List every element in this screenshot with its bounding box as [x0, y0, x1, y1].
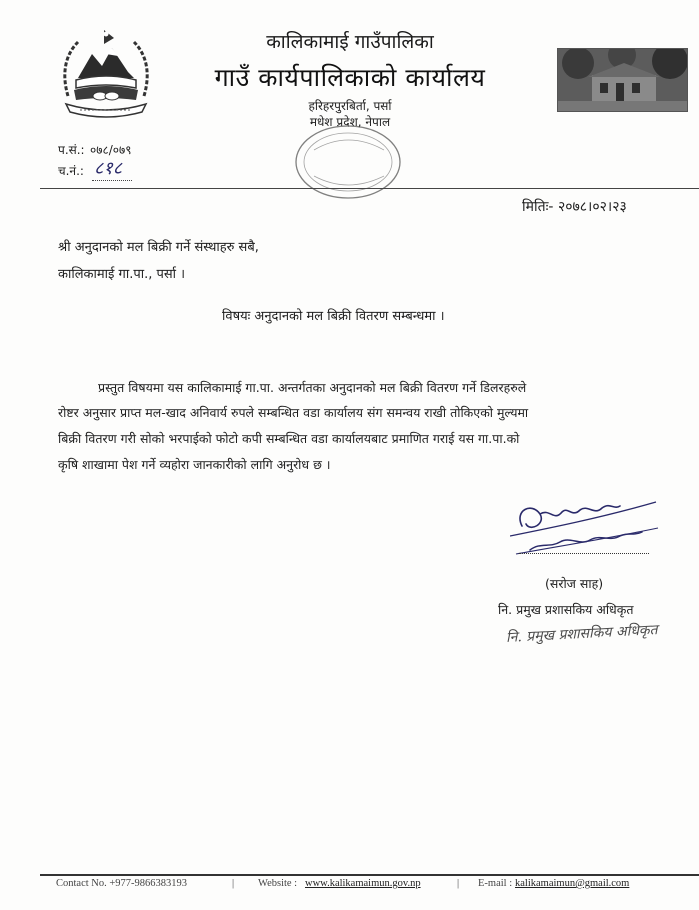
office-building-photo [557, 48, 688, 112]
body-line-2: रोष्टर अनुसार प्राप्त मल-खाद अनिवार्य रुपले सम्बन्धित वडा कार्यालय संग समन्वय राखी तोकिएको मुल्यमा [58, 405, 529, 420]
recipient-line-1: श्री अनुदानको मल बिक्री गर्ने संस्थाहरु सबै, [58, 240, 259, 255]
footer-contact: Contact No. +977-9866383193 [56, 878, 188, 889]
signatory-title: नि. प्रमुख प्रशासकिय अधिकृत [498, 602, 634, 617]
building-photo-graphic [558, 49, 687, 111]
recipient-line-2: कालिकामाई गा.पा., पर्सा । [58, 267, 186, 282]
address-line-1: हरिहरपुरबिर्ता, पर्सा [308, 99, 392, 113]
dispatch-number-value: ८१८ [92, 156, 132, 181]
reference-number-label: प.सं.: [58, 143, 85, 157]
dispatch-number-label: च.नं.: [58, 164, 84, 178]
footer-separator: | [232, 878, 235, 889]
footer-divider [40, 874, 699, 876]
footer-email-label: E-mail : [478, 878, 513, 889]
signature-line [519, 553, 649, 554]
body-line-4: कृषि शाखामा पेश गर्ने व्यहोरा जानकारीको लागि अनुरोध छ । [58, 457, 331, 472]
date-value: २०७८।०२।२३ [557, 199, 627, 215]
body-line-3: बिक्री वितरण गरी सोको भरपाईको फोटो कपी सम्बन्धित वडा कार्यालयबाट प्रमाणित गराई यस गा.पा.को [58, 431, 520, 446]
body-line-1: प्रस्तुत विषयमा यस कालिकामाई गा.पा. अन्तर्गतका अनुदानको मल बिक्री वितरण गर्ने डिलरहरुले [98, 380, 527, 395]
address-line-2: मधेश प्रदेश, नेपाल [309, 115, 391, 129]
footer-separator: | [457, 878, 460, 889]
reference-number-value: ०७८/०७९ [90, 143, 132, 157]
handwritten-signature [510, 488, 660, 568]
footer-email-link[interactable]: kalikamaimun@gmail.com [515, 878, 630, 889]
municipality-name: कालिकामाई गाउँपालिका [266, 31, 434, 53]
office-seal-icon [292, 120, 404, 202]
signatory-name: (सरोज साह) [545, 576, 604, 591]
letter-date [522, 197, 627, 216]
designation-stamp: नि. प्रमुख प्रशासकिय अधिकृत [505, 622, 658, 646]
nepal-emblem-icon [56, 26, 156, 118]
date-label: मितिः- [522, 199, 554, 215]
subject-line: विषयः अनुदानको मल बिक्री वितरण सम्बन्धमा । [222, 309, 445, 324]
header-divider [40, 188, 699, 189]
footer-website-label: Website : [258, 878, 298, 889]
footer-website-link[interactable]: www.kalikamaimun.gov.np [305, 878, 421, 889]
office-name: गाउँ कार्यपालिकाको कार्यालय [214, 63, 486, 92]
